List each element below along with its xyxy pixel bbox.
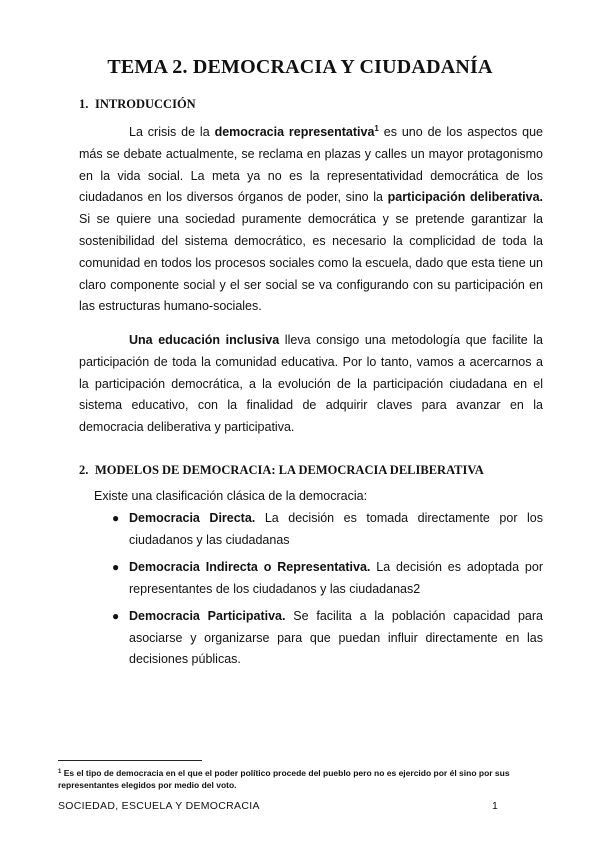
text-run: lleva consigo una metodología que facilite la participación de toda la comunidad educativa. Por lo tanto, vamos a acercarnos a la participación democrática, a la evolución de la participación ciudadana en el sistema educativo, con la finalidad de adquirir claves para avanzar en la democracia deliberativa y participativa.	[79, 333, 543, 435]
footnote-text: Es el tipo de democracia en el que el poder político procede del pueblo pero no es ejercido por él sino por sus representantes elegidos por medio del voto.	[58, 768, 510, 790]
document-title: TEMA 2. DEMOCRACIA Y CIUDADANÍA	[107, 56, 493, 78]
bullet-text: La decisión es tomada directamente por los ciudadanos y las ciudadanas	[129, 511, 544, 547]
bullet-dot-icon: ●	[112, 560, 120, 574]
text-run: La crisis de la	[129, 125, 215, 139]
footnote-reference: 1	[374, 124, 379, 133]
section-number: 1.	[79, 97, 89, 111]
bullet-term: Democracia Directa.	[129, 511, 256, 525]
intro-paragraph-1	[79, 122, 543, 318]
bullet-term: Democracia Indirecta o Representativa.	[129, 560, 371, 574]
bullet-term: Democracia Participativa.	[129, 609, 286, 623]
democracy-types-list	[79, 508, 543, 677]
page-footer-title: SOCIEDAD, ESCUELA Y DEMOCRACIA	[58, 800, 260, 812]
footnote-number: 1	[58, 769, 62, 775]
list-item	[79, 508, 543, 551]
section-title: MODELOS DE DEMOCRACIA: LA DEMOCRACIA DELIBERATIVA	[95, 463, 484, 477]
section-heading-introduccion	[79, 97, 196, 112]
list-item	[79, 606, 543, 671]
page-number: 1	[492, 800, 498, 812]
section-heading-modelos	[79, 463, 484, 478]
text-run: es uno de los aspectos que más se debate actualmente, se reclama en plazas y calles un mayor protagonismo en la vida social. La meta ya no es la representatividad democrática de los ciudadanos en los diversos órganos de poder, sino la	[79, 125, 544, 205]
footnote	[58, 767, 548, 791]
section-number: 2.	[79, 463, 89, 477]
footnote-divider	[58, 760, 202, 761]
text-run: Si se quiere una sociedad puramente democrática y se pretende garantizar la sostenibilidad del sistema democrático, es necesario la complicidad de toda la comunidad en todos los procesos sociales como la escuela, dado que esta tiene un claro componente social y el ser social se va configurando con su participación en las estructuras humano-sociales.	[79, 212, 543, 314]
bullet-text: Se facilita a la población capacidad para asociarse y organizarse para que puedan influir directamente en las decisiones públicas.	[129, 609, 544, 666]
section-title: INTRODUCCIÓN	[95, 97, 196, 111]
bullet-dot-icon: ●	[112, 511, 120, 525]
bullet-dot-icon: ●	[112, 609, 120, 623]
bold-term-democracia-representativa: democracia representativa	[214, 125, 375, 139]
bullet-text: La decisión es adoptada por representantes de los ciudadanos y las ciudadanas2	[129, 560, 543, 596]
bold-term-educacion-inclusiva: Una educación inclusiva	[129, 333, 280, 347]
classification-intro: Existe una clasificación clásica de la democracia:	[94, 489, 368, 503]
list-item	[79, 557, 543, 600]
intro-paragraph-2	[79, 330, 543, 439]
bold-term-participacion-deliberativa: participación deliberativa.	[387, 190, 543, 205]
